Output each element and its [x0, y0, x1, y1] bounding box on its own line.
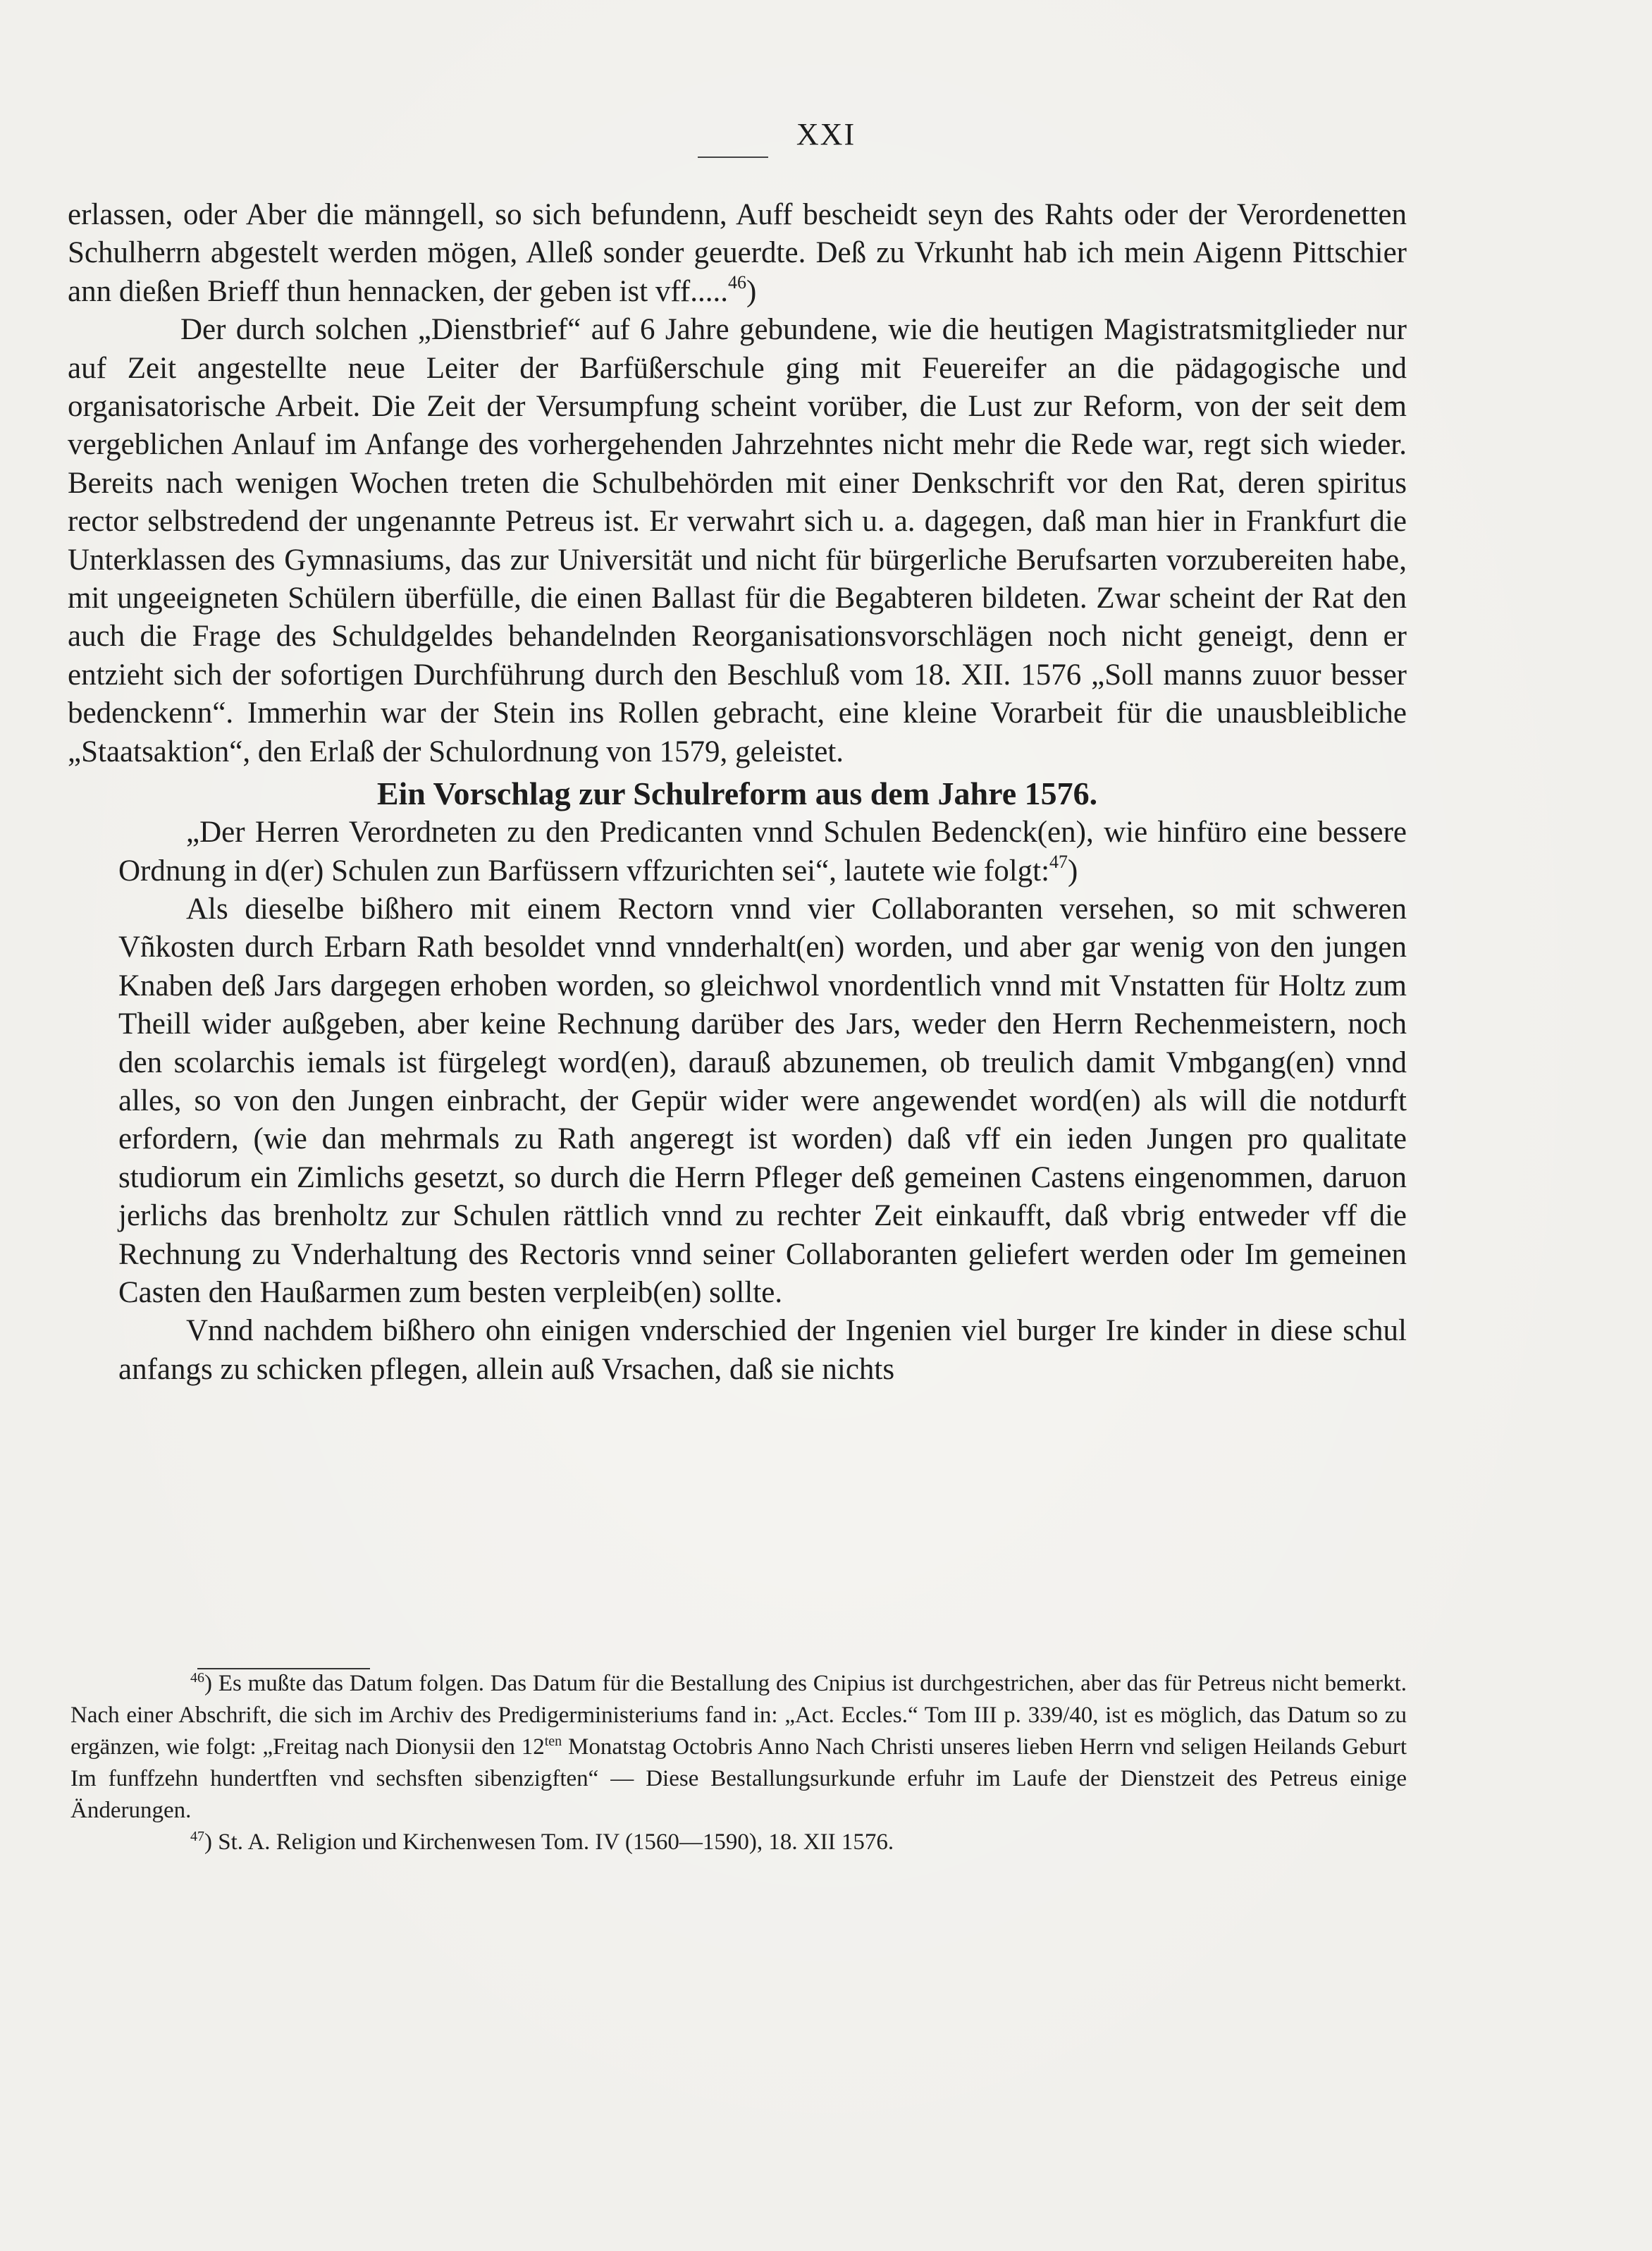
quote-paragraph: Vnnd nachdem bißhero ohn einigen vnderschied der Ingenien viel burger Ire kinder in diese schul anfangs zu schicken pflegen, allein auß Vrsachen, daß sie nichts: [118, 1314, 1407, 1386]
footnote-47: $^{47}$) St. A. Religion und Kirchenwesen Tom. IV (1560—1590), 18. XII 1576.: [190, 1829, 894, 1855]
footnote-mark: 46: [190, 1670, 204, 1686]
folio-underline: [698, 157, 768, 158]
footnote-mark: 47: [190, 1829, 204, 1844]
quote-intro: „Der Herren Verordneten zu den Predicanten vnnd Schulen Bedenck(en), wie hinfüro eine bessere Ordnung in d(er) Schulen zun Barfüssern vffzurichten sei“, lautete wie folgt:$^{47}$): [118, 816, 1407, 888]
footnotes: [70, 1668, 1407, 1858]
footnote-ref-46[interactable]: 46: [727, 271, 746, 293]
footnote-46: $^{46}$) Es mußte das Datum folgen. Das Datum für die Bestallung des Cnipius ist durchgestrichen, aber das für Petreus nicht bemerkt. Nach einer Abschrift, die sich im Archiv des Predigerministeriums fand in: „Act. Eccles.“ Tom III p. 339/40, ist es möglich, das Datum so zu ergänzen, wie folgt: „Freitag nach Dionysii den 12$^{ten}$ Monatstag Octobris Anno Nach Christi unseres lieben Herrn vnd seligen Heilands Geburt Im funffzehn hundertften vnd sechsften sibenzigften“ — Diese Bestallungsurkunde erfuhr im Laufe der Dienstzeit des Petreus einige Änderungen.: [70, 1670, 1407, 1823]
section-heading: Ein Vorschlag zur Schulreform aus dem Jahre 1576.: [376, 775, 1098, 812]
quote-paragraph: Als dieselbe bißhero mit einem Rectorn vnnd vier Collaboranten versehen, so mit schweren Vñkosten durch Erbarn Rath besoldet vnnd vnnderhalt(en) worden, und aber gar wenig von den jungen Knaben deß Jars dargegen erhoben worden, so gleichwol vnordentlich vnnd mit Vnstatten für Holtz zum Theill wider außgeben, aber keine Rechnung darüber des Jars, weder den Herrn Rechenmeistern, noch den scolarchis iemals ist fürgelegt word(en), darauß abzunemen, ob treulich damit Vmbgang(en) vnnd alles, so von den Jungen einbracht, der Gepür wider were angewendet word(en) als will die notdurft erfordern, (wie dan mehrmals zu Rath angeregt ist worden) daß vff ein ieden Jungen pro qualitate studiorum ein Zimlichs gesetzt, so durch die Herrn Pfleger deß gemeinen Castens eingenommen, daruon jerlichs das brenholtz zur Schulen rättlich vnnd zu rechter Zeit einkaufft, daß vbrig entweder vff die Rechnung zu Vnderhaltung des Rectoris vnnd seiner Collaboranten geliefert werden oder Im gemeinen Casten den Haußarmen zum besten verpleib(en) sollte.: [118, 892, 1407, 1309]
page-number: XXI: [796, 117, 856, 152]
paragraph-reform: Der durch solchen „Dienstbrief“ auf 6 Jahre gebundene, wie die heutigen Magistratsmitglieder nur auf Zeit angestellte neue Leiter der Barfüßerschule ging mit Feuereifer an die pädagogische und organisatorische Arbeit. Die Zeit der Versumpfung scheint vorüber, die Lust zur Reform, von der seit dem vergeblichen Anlauf im Anfange des vorhergehenden Jahrzehntes nicht mehr die Rede war, regt sich wieder. Bereits nach wenigen Wochen treten die Schulbehörden mit einer Denkschrift vor den Rat, deren spiritus rector selbstredend der ungenannte Petreus ist. Er verwahrt sich u. a. dagegen, daß man hier in Frankfurt die Unterklassen des Gymnasiums, das zur Universität und nicht für bürgerliche Berufsarten vorzubereiten habe, mit ungeeigneten Schülern überfülle, die einen Ballast für die Begabteren bildeten. Zwar scheint der Rat den auch die Frage des Schuldgeldes behandelnden Reorganisationsvorschlägen noch nicht geneigt, denn er entzieht sich der sofortigen Durchführung durch den Beschluß vom 18. XII. 1576 „Soll manns zuuor besser bedenckenn“. Immerhin war der Stein ins Rollen gebracht, eine kleine Vorarbeit für die unausbleibliche „Staatsaktion“, den Erlaß der Schulordnung von 1579, geleistet.: [68, 313, 1407, 768]
paragraph-dienstbrief-end: erlassen, oder Aber die männgell, so sich befundenn, Auff bescheidt seyn des Rahts oder der Verordenetten Schulherrn abgestelt werden mögen, Alleß sonder geuerdte. Deß zu Vrkunht hab ich mein Aigenn Pittschier ann dießen Brieff thun hennacken, der geben ist vff.....$^{46}$): [68, 198, 1407, 308]
footnote-ref-47[interactable]: 47: [1049, 851, 1068, 872]
main-text: [68, 196, 1407, 1389]
